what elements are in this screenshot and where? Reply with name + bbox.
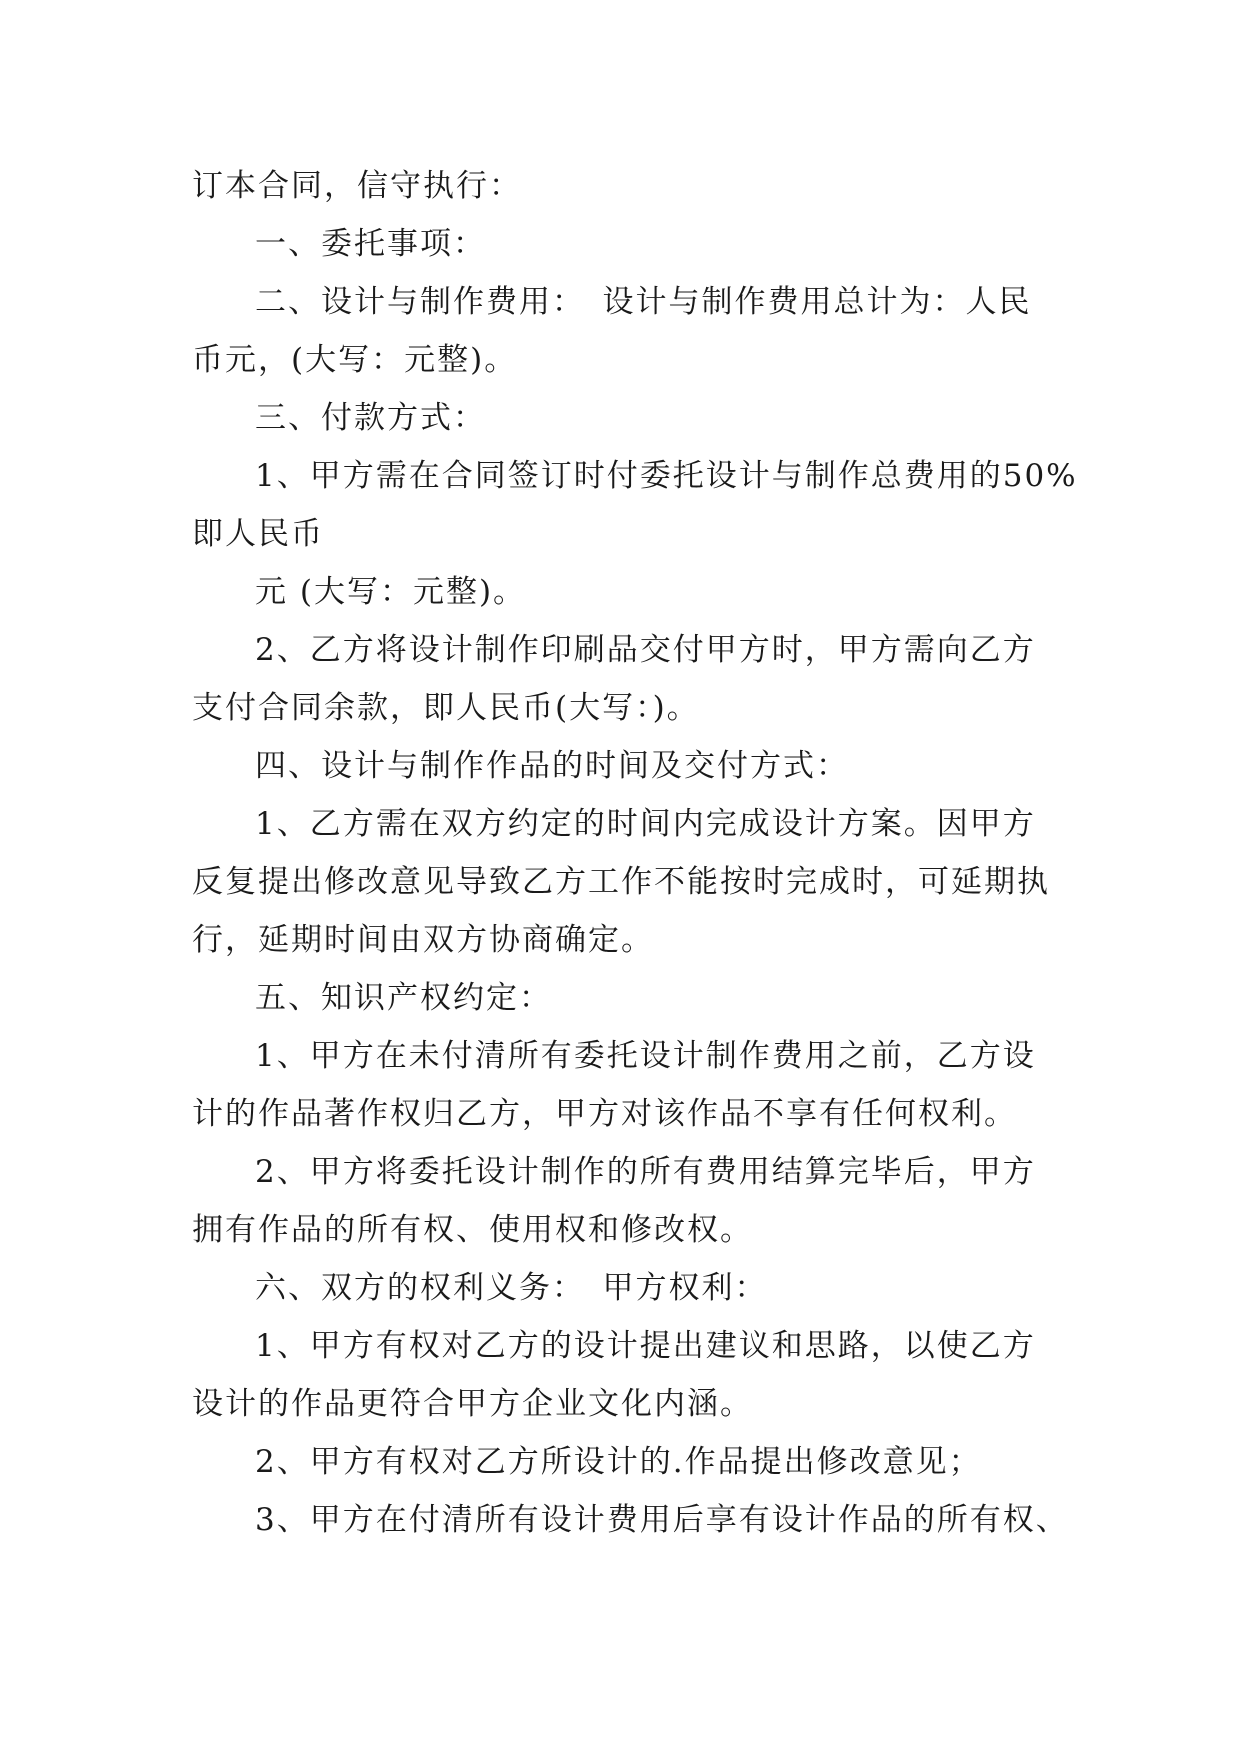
text-line: 即人民币: [192, 516, 324, 552]
section-heading: 五、知识产权约定：: [255, 980, 552, 1016]
text-line: 反复提出修改意见导致乙方工作不能按时完成时，可延期执: [192, 864, 1050, 900]
clause-line: 2、乙方将设计制作印刷品交付甲方时，甲方需向乙方: [255, 632, 1036, 668]
clause-line: 1、甲方需在合同签订时付委托设计与制作总费用的50%: [255, 458, 1078, 494]
clause-line: 1、乙方需在双方约定的时间内完成设计方案。因甲方: [255, 806, 1036, 842]
text-line: 设计的作品更符合甲方企业文化内涵。: [192, 1386, 753, 1422]
text-line: 订本合同，信守执行：: [192, 168, 522, 204]
text-line: 计的作品著作权归乙方，甲方对该作品不享有任何权利。: [192, 1096, 1017, 1132]
clause-line: 3、甲方在付清所有设计费用后享有设计作品的所有权、: [255, 1502, 1069, 1538]
section-heading: 六、双方的权利义务： 甲方权利：: [255, 1270, 768, 1306]
clause-line: 1、甲方在未付清所有委托设计制作费用之前，乙方设: [255, 1038, 1036, 1074]
text-line: 支付合同余款，即人民币(大写：)。: [192, 690, 700, 726]
text-line: 行，延期时间由双方协商确定。: [192, 922, 654, 958]
section-heading: 四、设计与制作作品的时间及交付方式：: [255, 748, 849, 784]
section-heading: 二、设计与制作费用： 设计与制作费用总计为：人民: [255, 284, 1032, 320]
clause-line: 1、甲方有权对乙方的设计提出建议和思路，以使乙方: [255, 1328, 1036, 1364]
clause-line: 2、甲方将委托设计制作的所有费用结算完毕后，甲方: [255, 1154, 1036, 1190]
text-line: 元 (大写：元整)。: [255, 574, 527, 610]
text-line: 拥有作品的所有权、使用权和修改权。: [192, 1212, 753, 1248]
section-heading: 一、委托事项：: [255, 226, 486, 262]
section-heading: 三、付款方式：: [255, 400, 486, 436]
text-line: 币元，(大写：元整)。: [192, 342, 518, 378]
clause-line: 2、甲方有权对乙方所设计的.作品提出修改意见；: [255, 1444, 982, 1480]
